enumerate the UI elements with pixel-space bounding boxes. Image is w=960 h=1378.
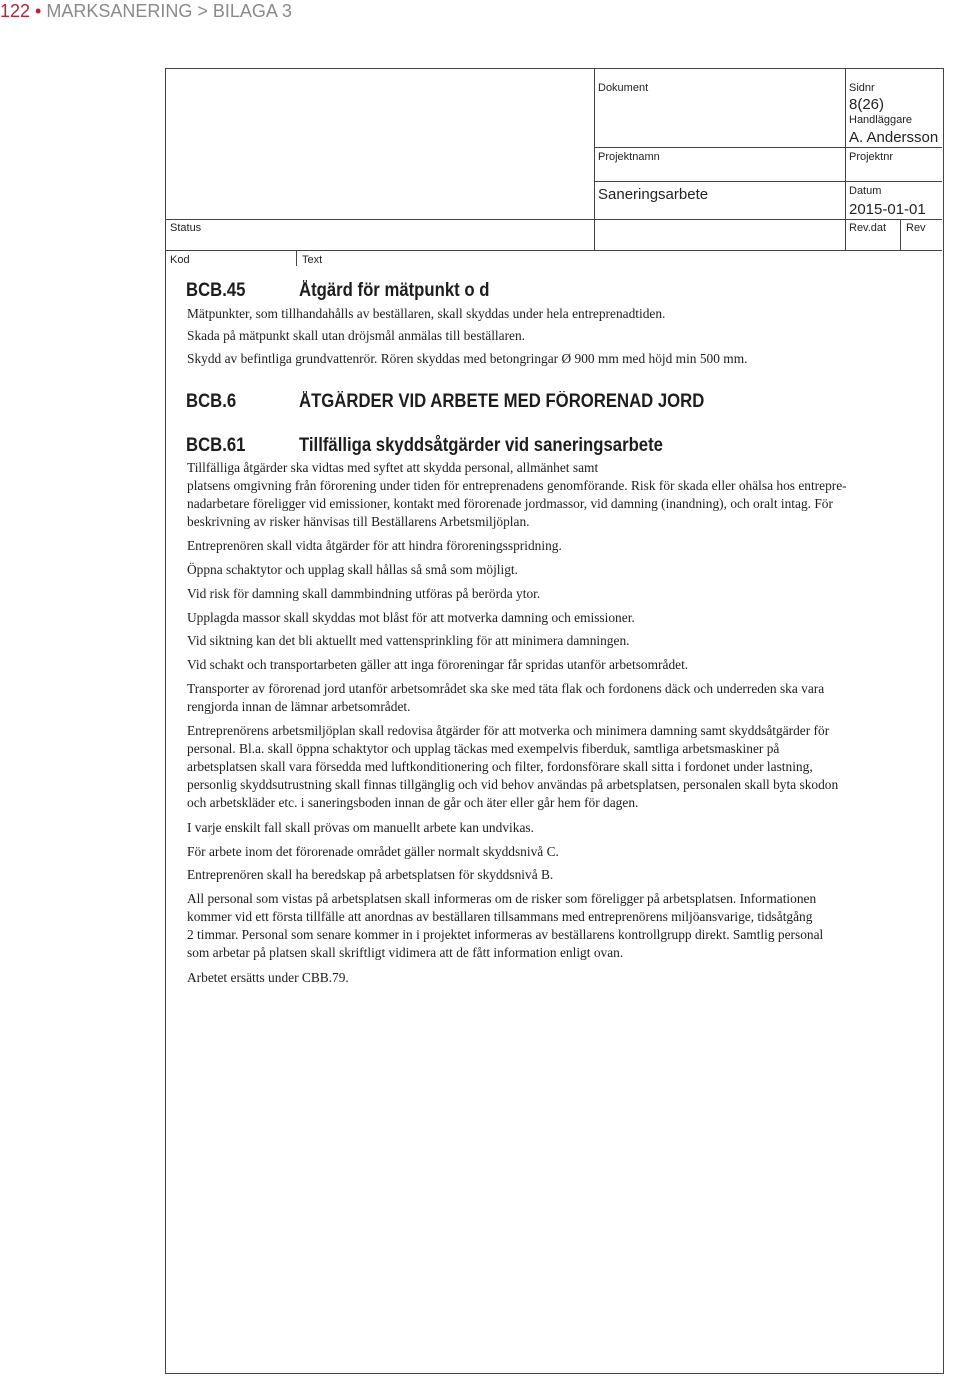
text-line: arbetsplatsen skall vara försedda med luftkonditionering och filter, fordonsförare skall sitta i fordonet under lastning, bbox=[187, 759, 813, 774]
paragraph bbox=[187, 350, 935, 368]
text-line: Entreprenörens arbetsmiljöplan skall redovisa åtgärder för att motverka och minimera damning samt skyddsåtgärder för bbox=[187, 723, 830, 738]
projektnr-label: Projektnr bbox=[849, 151, 894, 163]
paragraph bbox=[187, 680, 935, 716]
text-line: Skada på mätpunkt skall utan dröjsmål anmälas till beställaren. bbox=[187, 328, 526, 343]
text-line: platsens omgivning från förorening under tiden för entreprenadens genomförande. Risk för skada eller ohälsa hos entrepre- bbox=[187, 478, 847, 493]
paragraph bbox=[187, 537, 935, 555]
section-breadcrumb: MARKSANERING > BILAGA 3 bbox=[46, 1, 292, 21]
text-line: Entreprenören skall ha beredskap på arbetsplatsen för skyddsnivå B. bbox=[187, 867, 554, 882]
dokument-label: Dokument bbox=[598, 82, 649, 94]
text-line: All personal som vistas på arbetsplatsen skall informeras om de risker som föreligger på arbetsplatsen. Informationen bbox=[187, 891, 817, 906]
sidnr-value: 8(26) bbox=[849, 96, 885, 113]
revdat-label: Rev.dat bbox=[849, 222, 887, 234]
paragraph bbox=[187, 305, 935, 323]
separator-bullet: • bbox=[35, 1, 42, 21]
datum-value: 2015-01-01 bbox=[849, 201, 926, 218]
paragraph bbox=[187, 656, 935, 674]
paragraph bbox=[187, 327, 935, 345]
text-line: Upplagda massor skall skyddas mot blåst för att motverka damning och emissioner. bbox=[187, 610, 635, 625]
text-line: beskrivning av risker hänvisas till Beställarens Arbetsmiljöplan. bbox=[187, 514, 530, 529]
paragraph bbox=[187, 585, 935, 603]
text-line: Vid risk för damning skall dammbindning utföras på berörda ytor. bbox=[187, 586, 541, 601]
header-rule-2 bbox=[594, 181, 942, 182]
datum-label: Datum bbox=[849, 185, 882, 197]
handlaggare-value: A. Andersson bbox=[849, 129, 939, 146]
section-code: BCB.45 bbox=[186, 280, 246, 301]
header-rule-4 bbox=[166, 250, 942, 251]
text-line: I varje enskilt fall skall prövas om manuellt arbete kan undvikas. bbox=[187, 820, 534, 835]
text-line: Tillfälliga åtgärder ska vidtas med syftet att skydda personal, allmänhet samt bbox=[187, 460, 599, 475]
text-line: som arbetar på platsen skall skriftligt vidimera att de fått information enligt ovan. bbox=[187, 945, 624, 960]
text-line: kommer vid ett första tillfälle att anordnas av beställaren tillsammans med entreprenörens miljöansvarige, tidsåtgång bbox=[187, 909, 813, 924]
paragraph bbox=[187, 969, 935, 987]
text-line: Vid siktning kan det bli aktuellt med vattensprinkling för att minimera damningen. bbox=[187, 633, 630, 648]
text-line: Öppna schaktytor och upplag skall hållas så små som möjligt. bbox=[187, 562, 518, 577]
header-rule-3 bbox=[166, 219, 942, 220]
text-label: Text bbox=[302, 254, 323, 266]
status-label: Status bbox=[170, 222, 202, 234]
paragraph bbox=[187, 819, 935, 837]
paragraph bbox=[187, 843, 935, 861]
paragraph bbox=[187, 632, 935, 650]
section-code: BCB.61 bbox=[186, 435, 246, 456]
paragraph bbox=[187, 722, 935, 812]
rev-divider bbox=[900, 219, 901, 250]
paragraph bbox=[187, 866, 935, 884]
paragraph bbox=[187, 609, 935, 627]
text-line: Vid schakt och transportarbeten gäller att inga föroreningar får spridas utanför arbetsområdet. bbox=[187, 657, 689, 672]
text-line: personal. Bl.a. skall öppna schaktytor och upplag täckas med exempelvis fiberduk, samtliga arbetsmaskiner på bbox=[187, 741, 780, 756]
text-line: Arbetet ersätts under CBB.79. bbox=[187, 970, 349, 985]
paragraph bbox=[187, 459, 935, 531]
paragraph bbox=[187, 561, 935, 579]
text-line: Mätpunkter, som tillhandahålls av beställaren, skall skyddas under hela entreprenadtiden. bbox=[187, 306, 666, 321]
header-divider-left bbox=[594, 69, 595, 250]
handlaggare-label: Handläggare bbox=[849, 114, 912, 126]
rev-label: Rev bbox=[906, 222, 926, 234]
header-divider-right bbox=[845, 69, 846, 250]
text-line: nadarbetare föreligger vid emissioner, kontakt med förorenade jordmassor, vid damning (inandning), och oralt intag. För bbox=[187, 496, 833, 511]
header-rule-1 bbox=[594, 147, 942, 148]
text-line: Entreprenören skall vidta åtgärder för att hindra föroreningsspridning. bbox=[187, 538, 562, 553]
text-line: 2 timmar. Personal som senare kommer in i projektet informeras av beställarens kontrollgrupp direkt. Samtlig personal bbox=[187, 927, 824, 942]
text-line: Transporter av förorenad jord utanför arbetsområdet ska ske med täta flak och fordonens däck och underreden ska vara bbox=[187, 681, 825, 696]
section-code: BCB.6 bbox=[186, 391, 237, 412]
document-frame bbox=[165, 68, 944, 1374]
text-line: personlig skyddsutrustning skall finnas tillgänglig och vid behov användas på arbetsplatsen, personalen skall byta skodon bbox=[187, 777, 839, 792]
projektnamn-value: Saneringsarbete bbox=[598, 186, 709, 203]
section-title: ÅTGÄRDER VID ARBETE MED FÖRORENAD JORD bbox=[299, 391, 705, 412]
text-line: och arbetskläder etc. i saneringsboden innan de går och äter eller går hem för dagen. bbox=[187, 795, 639, 810]
kod-label: Kod bbox=[170, 254, 190, 266]
text-line: För arbete inom det förorenade området gäller normalt skyddsnivå C. bbox=[187, 844, 559, 859]
running-head bbox=[0, 0, 292, 24]
projektnamn-label: Projektnamn bbox=[598, 151, 660, 163]
kod-text-divider bbox=[296, 250, 297, 266]
text-line: rengjorda innan de lämnar arbetsområdet. bbox=[187, 699, 411, 714]
section-title: Åtgärd för mätpunkt o d bbox=[299, 280, 490, 301]
section-title: Tillfälliga skyddsåtgärder vid saneringsarbete bbox=[299, 435, 663, 456]
text-line: Skydd av befintliga grundvattenrör. Rören skyddas med betongringar Ø 900 mm med höjd min 500 mm. bbox=[187, 351, 748, 366]
paragraph bbox=[187, 890, 935, 962]
sidnr-label: Sidnr bbox=[849, 82, 875, 94]
page-number: 122 bbox=[0, 1, 31, 21]
